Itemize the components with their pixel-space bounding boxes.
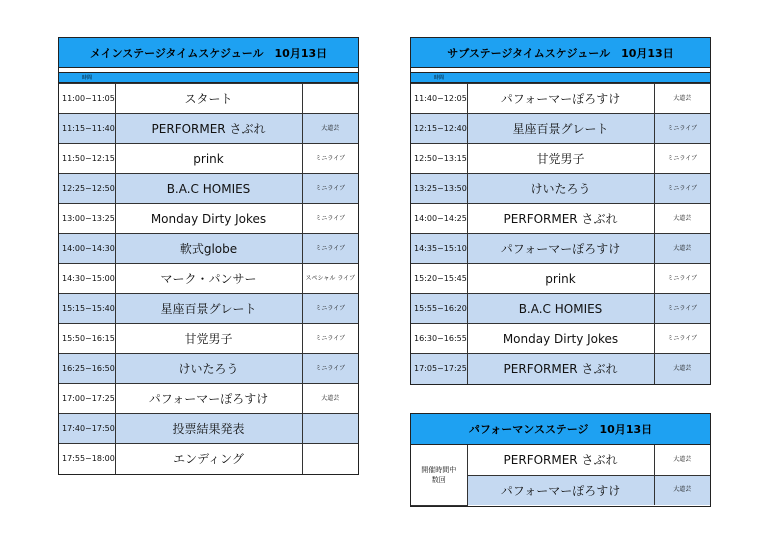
time-cell: 15:15−15:40 xyxy=(59,294,115,324)
table-row xyxy=(59,174,358,204)
time-column-header: 時間 xyxy=(433,75,444,81)
table-row xyxy=(59,114,358,144)
performer-name: パフォーマーぽろすけ xyxy=(467,475,654,505)
table-row xyxy=(59,444,358,474)
time-cell: 15:50−16:15 xyxy=(59,324,115,354)
performance-type: 大道芸 xyxy=(654,445,710,475)
time-cell: 12:25−12:50 xyxy=(59,174,115,204)
performer-name: 甘党男子 xyxy=(115,324,302,354)
table-row xyxy=(411,294,710,324)
time-cell: 14:00−14:30 xyxy=(59,234,115,264)
time-cell: 12:15−12:40 xyxy=(411,114,467,144)
main-stage-schedule xyxy=(58,37,359,475)
performer-name: パフォーマーぽろすけ xyxy=(467,234,654,264)
performance-type: 大道芸 xyxy=(302,114,358,144)
performance-type: 大道芸 xyxy=(654,84,710,114)
performance-type: ミニライブ xyxy=(654,294,710,324)
performance-stage-title: パフォーマンスステージ 10月13日 xyxy=(411,414,710,445)
performance-type: 大道芸 xyxy=(654,475,710,505)
sub-stage-schedule xyxy=(410,37,711,385)
time-cell: 11:15−11:40 xyxy=(59,114,115,144)
performer-name: マーク・パンサー xyxy=(115,264,302,294)
performance-type: ミニライブ xyxy=(654,144,710,174)
performance-type: ミニライブ xyxy=(654,324,710,354)
frequency-line-2: 数回 xyxy=(431,475,446,484)
performer-name: PERFORMER さぶれ xyxy=(115,114,302,144)
performance-type: ミニライブ xyxy=(302,324,358,354)
table-row xyxy=(411,264,710,294)
performer-name: prink xyxy=(467,264,654,294)
table-row xyxy=(411,84,710,114)
performer-name: Monday Dirty Jokes xyxy=(115,204,302,234)
performer-name: PERFORMER さぶれ xyxy=(467,354,654,384)
main-stage-header xyxy=(59,73,358,83)
performance-type: スペシャル ライブ xyxy=(302,264,358,294)
table-row xyxy=(59,234,358,264)
performance-type xyxy=(302,444,358,474)
performer-name: パフォーマーぽろすけ xyxy=(115,384,302,414)
performer-name: スタート xyxy=(115,84,302,114)
performance-stage-schedule xyxy=(410,413,711,507)
performer-name: prink xyxy=(115,144,302,174)
time-cell: 11:50−12:15 xyxy=(59,144,115,174)
time-cell: 15:55−16:20 xyxy=(411,294,467,324)
frequency-line-1: 開催時間中 xyxy=(421,465,457,474)
table-row xyxy=(59,414,358,444)
performance-type: 大道芸 xyxy=(654,204,710,234)
table-row xyxy=(59,144,358,174)
performer-name: エンディング xyxy=(115,444,302,474)
sub-stage-header xyxy=(411,73,710,83)
time-cell: 13:00−13:25 xyxy=(59,204,115,234)
table-row xyxy=(411,354,710,384)
time-cell: 17:00−17:25 xyxy=(59,384,115,414)
performer-name: 軟式globe xyxy=(115,234,302,264)
time-cell: 12:50−13:15 xyxy=(411,144,467,174)
performer-name: 投票結果発表 xyxy=(115,414,302,444)
time-cell: 14:00−14:25 xyxy=(411,204,467,234)
table-row xyxy=(59,84,358,114)
table-row xyxy=(411,114,710,144)
performer-name: B.A.C HOMIES xyxy=(115,174,302,204)
time-cell: 14:35−15:10 xyxy=(411,234,467,264)
performer-name: けいたろう xyxy=(115,354,302,384)
performer-name: 星座百景グレート xyxy=(467,114,654,144)
time-cell: 17:05−17:25 xyxy=(411,354,467,384)
performer-name: PERFORMER さぶれ xyxy=(467,204,654,234)
performance-frequency-label xyxy=(411,445,467,505)
performer-name: B.A.C HOMIES xyxy=(467,294,654,324)
performance-type: ミニライブ xyxy=(654,174,710,204)
performance-type: ミニライブ xyxy=(302,234,358,264)
performance-type: ミニライブ xyxy=(654,114,710,144)
table-row xyxy=(411,324,710,354)
performer-name: けいたろう xyxy=(467,174,654,204)
time-cell: 17:55−18:00 xyxy=(59,444,115,474)
time-cell: 15:20−15:45 xyxy=(411,264,467,294)
table-row xyxy=(59,384,358,414)
performer-name: パフォーマーぽろすけ xyxy=(467,84,654,114)
performance-type: ミニライブ xyxy=(302,174,358,204)
performance-type xyxy=(302,414,358,444)
time-cell: 11:00−11:05 xyxy=(59,84,115,114)
performance-type: 大道芸 xyxy=(654,234,710,264)
main-stage-table xyxy=(59,83,358,474)
table-row xyxy=(59,294,358,324)
performer-name: PERFORMER さぶれ xyxy=(467,445,654,475)
performer-name: Monday Dirty Jokes xyxy=(467,324,654,354)
table-row xyxy=(59,324,358,354)
performance-type: ミニライブ xyxy=(654,264,710,294)
time-cell: 11:40−12:05 xyxy=(411,84,467,114)
performance-type: ミニライブ xyxy=(302,354,358,384)
time-cell: 17:40−17:50 xyxy=(59,414,115,444)
performance-type xyxy=(302,84,358,114)
time-column-header: 時間 xyxy=(81,75,92,81)
time-cell: 14:30−15:00 xyxy=(59,264,115,294)
table-row xyxy=(59,264,358,294)
performer-name: 星座百景グレート xyxy=(115,294,302,324)
performance-type: ミニライブ xyxy=(302,294,358,324)
table-row xyxy=(411,204,710,234)
sub-stage-title: サブステージタイムスケジュール 10月13日 xyxy=(411,38,710,68)
table-row xyxy=(411,234,710,264)
time-cell: 13:25−13:50 xyxy=(411,174,467,204)
time-cell: 16:30−16:55 xyxy=(411,324,467,354)
main-stage-title: メインステージタイムスケジュール 10月13日 xyxy=(59,38,358,68)
performance-type: 大道芸 xyxy=(654,354,710,384)
table-row xyxy=(411,445,710,475)
table-row xyxy=(59,204,358,234)
performer-name: 甘党男子 xyxy=(467,144,654,174)
time-cell: 16:25−16:50 xyxy=(59,354,115,384)
performance-type: ミニライブ xyxy=(302,204,358,234)
sub-stage-table xyxy=(411,83,710,384)
performance-type: 大道芸 xyxy=(302,384,358,414)
performance-stage-table xyxy=(411,445,710,506)
table-row xyxy=(59,354,358,384)
performance-type: ミニライブ xyxy=(302,144,358,174)
table-row xyxy=(411,174,710,204)
table-row xyxy=(411,144,710,174)
